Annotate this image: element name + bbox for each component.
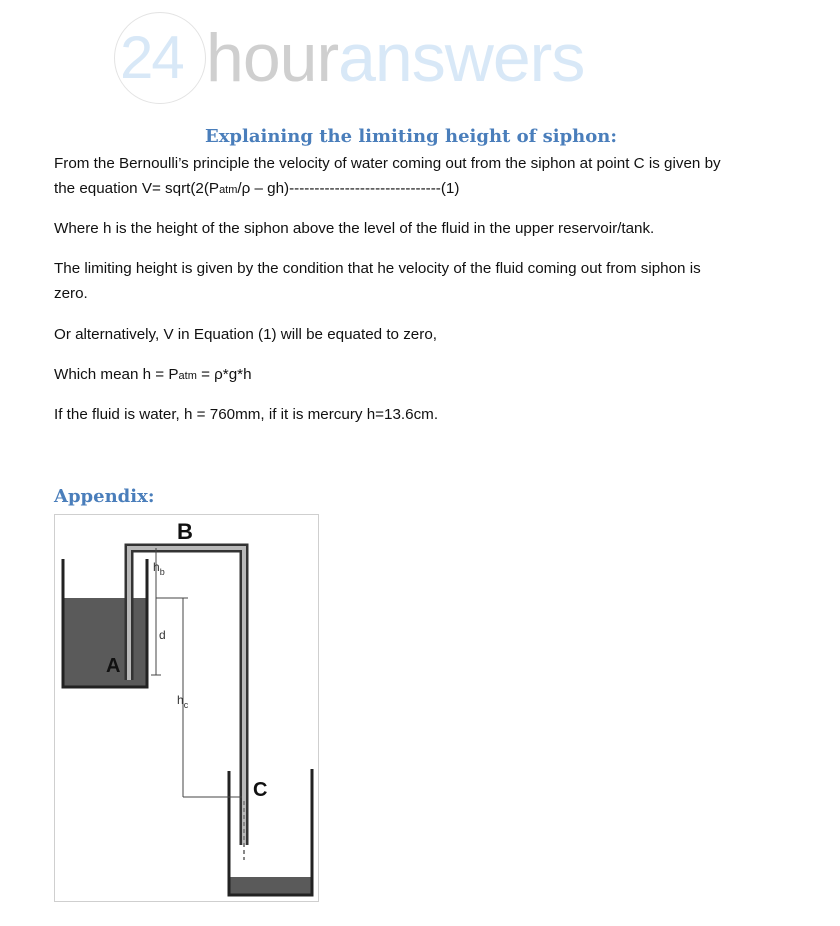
label-hc-sub: c [183, 700, 189, 710]
logo-word-hour: hour [206, 20, 339, 96]
paragraph-fluid-values: If the fluid is water, h = 760mm, if it is mercury h=13.6cm. [54, 406, 439, 423]
paragraph-height-definition: Where h is the height of the siphon above the level of the fluid in the upper reservoir/tank. [54, 220, 655, 237]
upper-tank-fluid [64, 598, 146, 686]
label-c: C [253, 779, 268, 801]
which-mean-suffix: = ρ*g*h [196, 366, 252, 383]
label-d: d [159, 628, 166, 642]
which-mean-prefix: Which mean h = P [54, 366, 179, 383]
which-mean-subscript: atm [178, 370, 197, 382]
appendix-title: Appendix: [54, 486, 155, 507]
label-hc [177, 693, 189, 710]
label-hb-sub: b [159, 567, 165, 577]
siphon-figure [54, 514, 319, 902]
equation-subscript: atm [219, 184, 238, 196]
equation-suffix: /ρ – gh)------------------------------(1) [237, 180, 460, 197]
paragraph-bernoulli-line1: From the Bernoulli’s principle the velocity of water coming out from the siphon at point C is given by [54, 155, 721, 172]
paragraph-limiting-line1: The limiting height is given by the condition that he velocity of the fluid coming out from siphon is [54, 260, 701, 277]
paragraph-alternative: Or alternatively, V in Equation (1) will be equated to zero, [54, 326, 437, 343]
section-heading: Explaining the limiting height of siphon: [204, 126, 618, 147]
logo-number: 24 [120, 24, 183, 91]
label-hb-main: h [153, 560, 160, 574]
paragraph-limiting-line2: zero. [54, 285, 88, 302]
paragraph-bernoulli [54, 151, 784, 203]
label-b: B [177, 519, 193, 544]
paragraph-which-mean [54, 362, 784, 389]
label-hb [153, 560, 165, 577]
label-a: A [106, 655, 121, 677]
siphon-diagram [55, 515, 318, 901]
site-logo[interactable] [114, 12, 674, 108]
lower-tank-fluid [230, 877, 311, 894]
equation-prefix: the equation V= sqrt(2(P [54, 180, 220, 197]
logo-word-answers: answers [338, 20, 585, 96]
label-hc-main: h [177, 693, 184, 707]
logo-wordmark [206, 22, 584, 94]
paragraph-limiting-condition [54, 256, 784, 306]
